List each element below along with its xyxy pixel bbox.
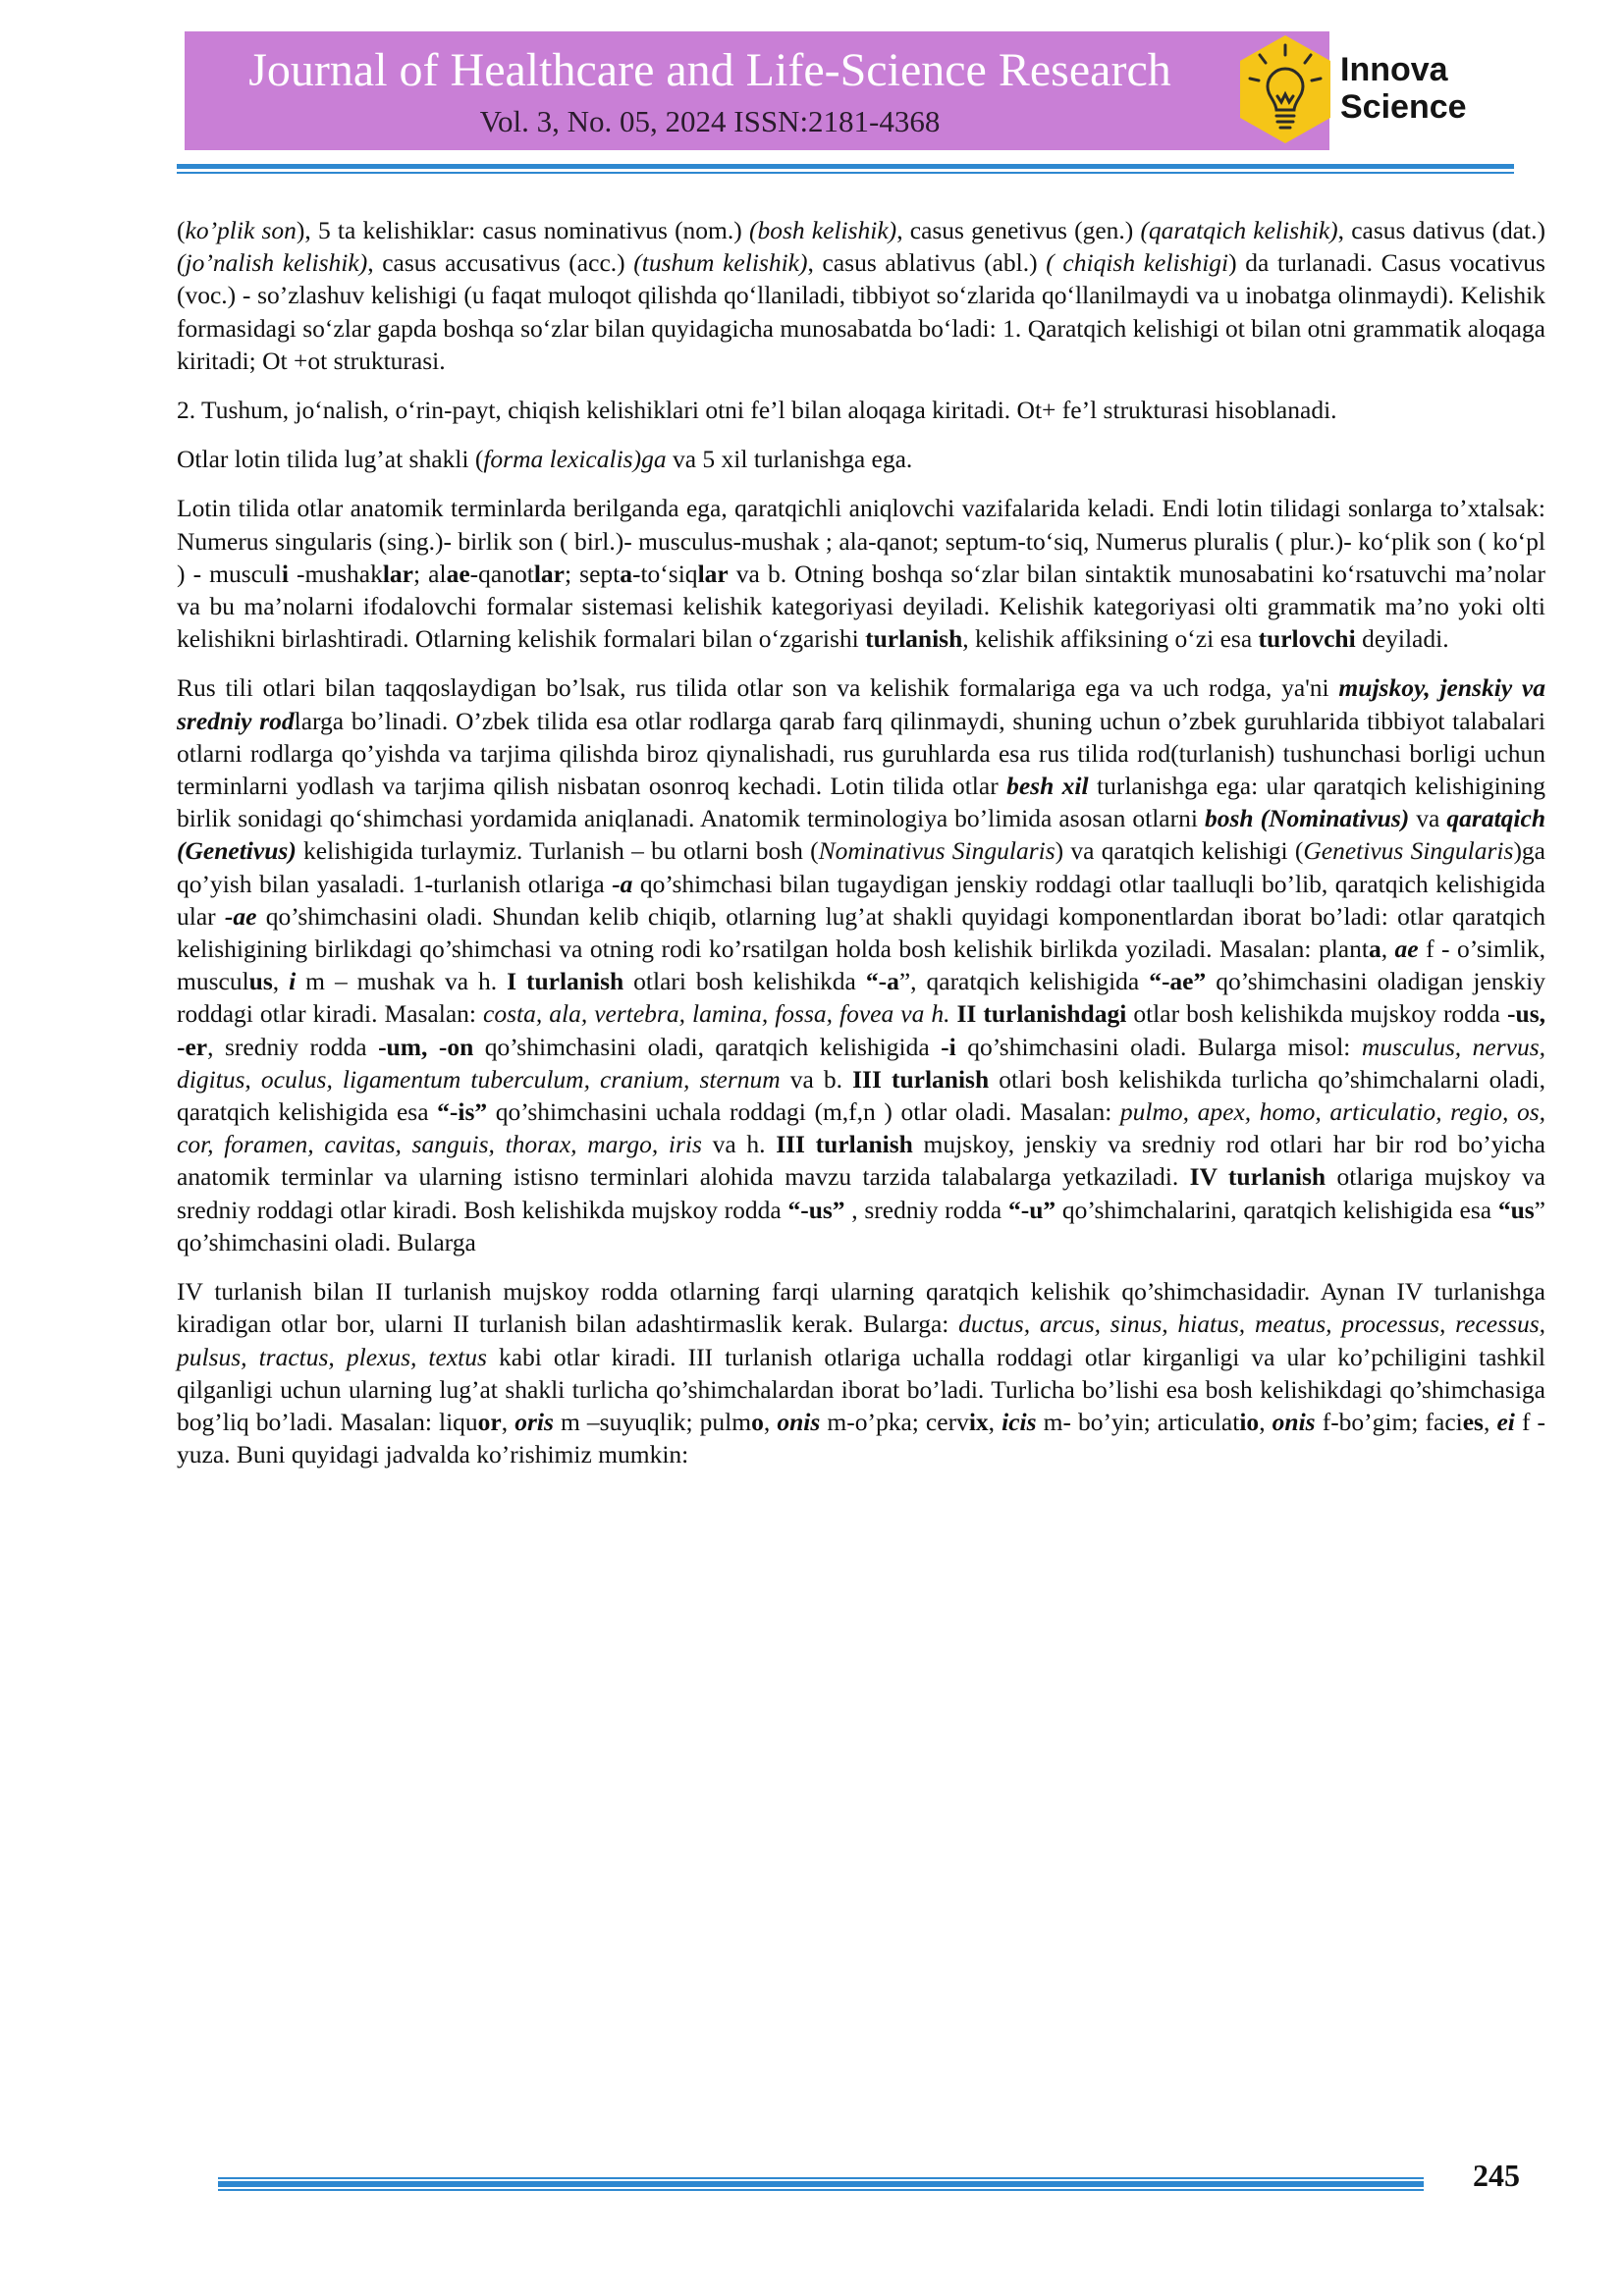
- body-paragraph: 2. Tushum, jo‘nalish, o‘rin-payt, chiqish kelishiklari otni fe’l bilan aloqaga kiritadi. Ot+ fe’l strukturasi hisoblanadi.: [177, 396, 1337, 425]
- logo-line-2: Science: [1340, 88, 1467, 126]
- lightbulb-icon: [1232, 33, 1338, 147]
- body-paragraph: Otlar lotin tilida lug’at shakli (forma lexicalis)ga va 5 xil turlanishga ega.: [177, 445, 913, 474]
- body-paragraph: IV turlanish bilan II turlanish mujskoy rodda otlarning farqi ularning qaratqich kelishik qo’shimchasidadir. Aynan IV turlanishga kiradigan otlar bor, ularni II turlanish bilan adashtirmaslik kerak. Bularga: ductus, arcus, sinus, hiatus, meatus, processus, recessus, pulsus, tractus, plexus, textus kabi otlar kiradi. III turlanish otlariga uchalla roddagi otlar kirganligi va ular ko’pchiligini tashkil qilganligi uchun ularning lug’at shakli turlicha qo’shimchalardan iborat bo’ladi. Turlicha bo’lishi esa bosh kelishikdagi qo’shimchasiga bog’liq bo’ladi. Masalan: liquor, oris m –suyuqlik; pulmo, onis m-o’pka; cervix, icis m- bo’yin; articulatio, onis f-bo’gim; facies, ei f - yuza. Buni quyidagi jadvalda ko’rishimiz mumkin:: [177, 1277, 1546, 1469]
- article-body: [177, 214, 1545, 1487]
- header-rule: [177, 164, 1514, 169]
- journal-header-band: [185, 31, 1329, 150]
- header-rule-thin: [177, 172, 1514, 174]
- body-paragraph: Lotin tilida otlar anatomik terminlarda berilganda ega, qaratqichli aniqlovchi vazifalarida keladi. Endi lotin tilidagi sonlarga to’xtalsak: Numerus singularis (sing.)- birlik son ( birl.)- musculus-mushak ; ala-qanot; septum-to‘siq, Numerus pluralis ( plur.)- ko‘plik son ( ko‘pl ) - musculi -mushaklar; alae-qanotlar; septa-to‘siqlar va b. Otning boshqa so‘zlar bilan sintaktik munosabatini ko‘rsatuvchi ma’nolar va bu ma’nolarni ifodalovchi formalar sistemasi kelishik kategoriyasi deyiladi. Kelishik kategoriyasi olti grammatik ma’no yoki olti kelishikni birlashtiradi. Otlarning kelishik formalari bilan o‘zgarishi turlanish, kelishik affiksining o‘zi esa turlovchi deyiladi.: [177, 494, 1545, 654]
- logo-line-1: Innova: [1340, 51, 1448, 88]
- body-paragraph: (ko’plik son), 5 ta kelishiklar: casus nominativus (nom.) (bosh kelishik), casus genetivus (gen.) (qaratqich kelishik), casus dativus (dat.) (jo’nalish kelishik), casus accusativus (acc.) (tushum kelishik), casus ablativus (abl.) ( chiqish kelishigi) da turlanadi. Casus vocativus (voc.) - so’zlashuv kelishigi (u faqat muloqot qilishda qo‘llaniladi, tibbiyot so‘zlarida qo‘llanilmaydi va u inobatga olinmaydi). Kelishik formasidagi so‘zlar gapda boshqa so‘zlar bilan quyidagicha munosabatda bo‘ladi: 1. Qaratqich kelishigi ot bilan otni grammatik aloqaga kiritadi; Ot +ot strukturasi.: [177, 216, 1545, 375]
- footer-rule-bottom: [218, 2189, 1424, 2191]
- page-number: 245: [1473, 2158, 1520, 2193]
- body-paragraph: Rus tili otlari bilan taqqoslaydigan bo’lsak, rus tilida otlar son va kelishik formalariga ega va uch rodga, ya'ni mujskoy, jenskiy va sredniy rodlarga bo’linadi. O’zbek tilida esa otlar rodlarga qarab farq qilinmaydi, shuning uchun o’zbek guruhlarida tibbiyot talabalari otlarni rodlarga qo’yishda va tarjima qilishda biroz qiynalishadi, rus guruhlarda esa rus tilida rod(turlanish) tushunchasi borligi uchun terminlarni yodlash va tarjima qilish nisbatan osonroq kechadi. Lotin tilida otlar besh xil turlanishga ega: ular qaratqich kelishigining birlik sonidagi qo‘shimchasi yordamida aniqlanadi. Anatomik terminologiya bo’limida asosan otlarni bosh (Nominativus) va qaratqich (Genetivus) kelishigida turlaymiz. Turlanish – bu otlarni bosh (Nominativus Singularis) va qaratqich kelishigi (Genetivus Singularis)ga qo’yish bilan yasaladi. 1-turlanish otlariga -a qo’shimchasi bilan tugaydigan jenskiy roddagi otlar taalluqli bo’lib, qaratqich kelishigida ular -ae qo’shimchasini oladi. Shundan kelib chiqib, otlarning lug’at shakli quyidagi komponentlardan iborat bo’ladi: otlar qaratqich kelishigining birlikdagi qo’shimchasi va otning rodi ko’rsatilgan holda bosh kelishik birlikda yoziladi. Masalan: planta, ae f - o’simlik, musculus, i m – mushak va h. I turlanish otlari bosh kelishikda “-a”, qaratqich kelishigida “-ae” qo’shimchasini oladigan jenskiy roddagi otlar kiradi. Masalan: costa, ala, vertebra, lamina, fossa, fovea va h. II turlanishdagi otlar bosh kelishikda mujskoy rodda -us, -er, sredniy rodda -um, -on qo’shimchasini oladi, qaratqich kelishigida -i qo’shimchasini oladi. Bularga misol: musculus, nervus, digitus, oculus, ligamentum tuberculum, cranium, sternum va b. III turlanish otlari bosh kelishikda turlicha qo’shimchalarni oladi, qaratqich kelishigida esa “-is” qo’shimchasini uchala roddagi (m,f,n ) otlar oladi. Masalan: pulmo, apex, homo, articulatio, regio, os, cor, foramen, cavitas, sanguis, thorax, margo, iris va h. III turlanish mujskoy, jenskiy va sredniy rod otlari har bir rod bo’yicha anatomik terminlar va ularning istisno terminlari alohida mavzu tarzida talabalarga yetkaziladi. IV turlanish otlariga mujskoy va sredniy roddagi otlar kiradi. Bosh kelishikda mujskoy rodda “-us” , sredniy rodda “-u” qo’shimchalarini, qaratqich kelishigida esa “us” qo’shimchasini oladi. Bularga: [177, 673, 1546, 1256]
- footer-rule-top: [218, 2177, 1424, 2179]
- footer-rule-thick: [218, 2181, 1424, 2187]
- volume-line: Vol. 3, No. 05, 2024 ISSN:2181-4368: [479, 104, 941, 138]
- journal-title: Journal of Healthcare and Life-Science Research: [248, 44, 1171, 96]
- publisher-logo-text: [1340, 51, 1467, 126]
